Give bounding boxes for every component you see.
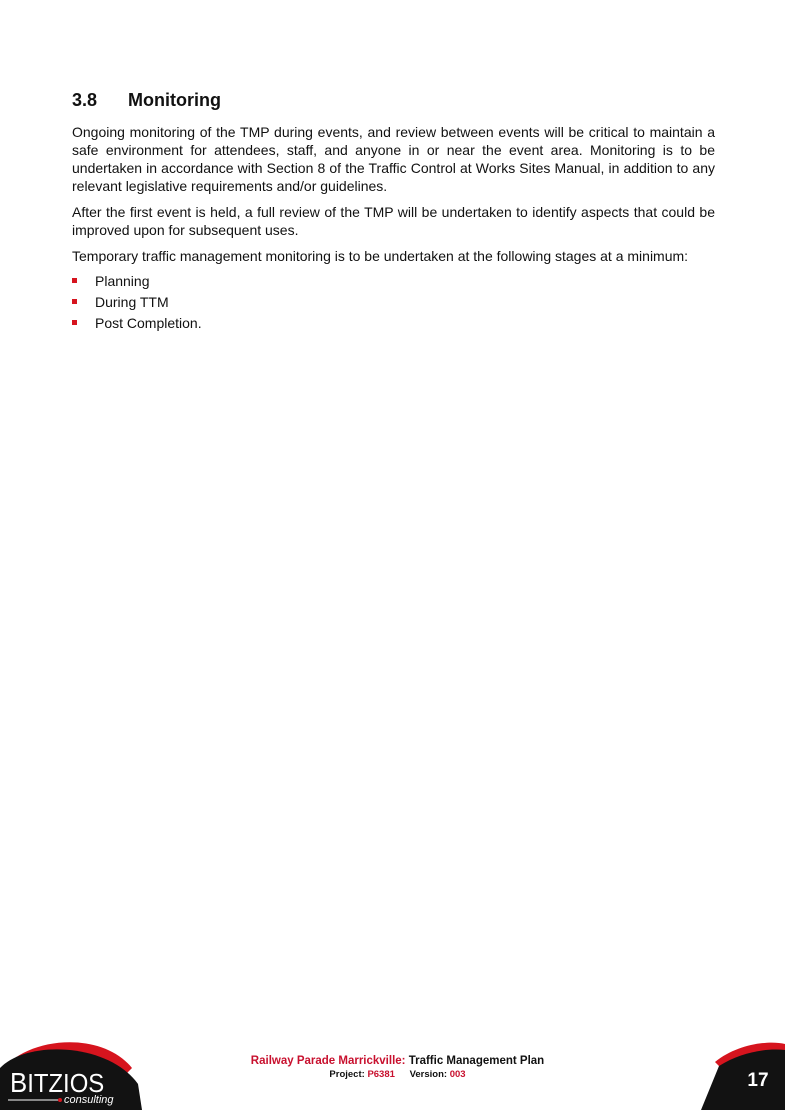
square-bullet-icon: [72, 320, 77, 325]
list-item-label: Post Completion.: [95, 315, 202, 331]
section-heading: [72, 90, 715, 114]
square-bullet-icon: [72, 278, 77, 283]
list-item-label: During TTM: [95, 294, 169, 310]
footer-version-value: 003: [449, 1069, 466, 1080]
paragraph-review: After the first event is held, a full review of the TMP will be undertaken to identify aspects that could be improved upon for subsequent uses.: [72, 204, 715, 238]
list-item-label: Planning: [95, 273, 150, 289]
footer: [0, 1054, 785, 1081]
page-content: [72, 90, 715, 335]
logo-tagline: consulting: [64, 1094, 114, 1106]
footer-document-title: Traffic Management Plan: [405, 1055, 545, 1067]
page-number: 17: [747, 1070, 769, 1091]
list-item: [72, 293, 715, 311]
stages-list: [72, 272, 715, 332]
footer-separator: :: [401, 1055, 406, 1067]
footer-meta-line: [0, 1068, 785, 1081]
square-bullet-icon: [72, 299, 77, 304]
section-title: Monitoring: [128, 90, 221, 110]
list-item: [72, 272, 715, 290]
footer-version-label: Version:: [409, 1069, 448, 1080]
section-number: 3.8: [72, 90, 98, 110]
paragraph-stages-intro: Temporary traffic management monitoring is to be undertaken at the following stages at a minimum:: [72, 248, 689, 264]
list-item: [72, 314, 715, 332]
logo-initial: B: [10, 1067, 28, 1098]
paragraph-monitoring-intro: Ongoing monitoring of the TMP during events, and review between events will be critical to maintain a safe environment for attendees, staff, and anyone in or near the event area. Monitoring is to be undertaken in accordance with Section 8 of the Traffic Control at Works Sites Manual, in addition to any relevant legislative requirements and/or guidelines.: [72, 124, 715, 194]
footer-project-label: Project:: [329, 1069, 365, 1080]
footer-project-name: Railway Parade Marrickville: [250, 1055, 402, 1067]
footer-title-line: [0, 1054, 785, 1068]
logo-brand-rest: ITZIOS: [27, 1068, 105, 1098]
footer-project-code: P6381: [367, 1069, 395, 1080]
